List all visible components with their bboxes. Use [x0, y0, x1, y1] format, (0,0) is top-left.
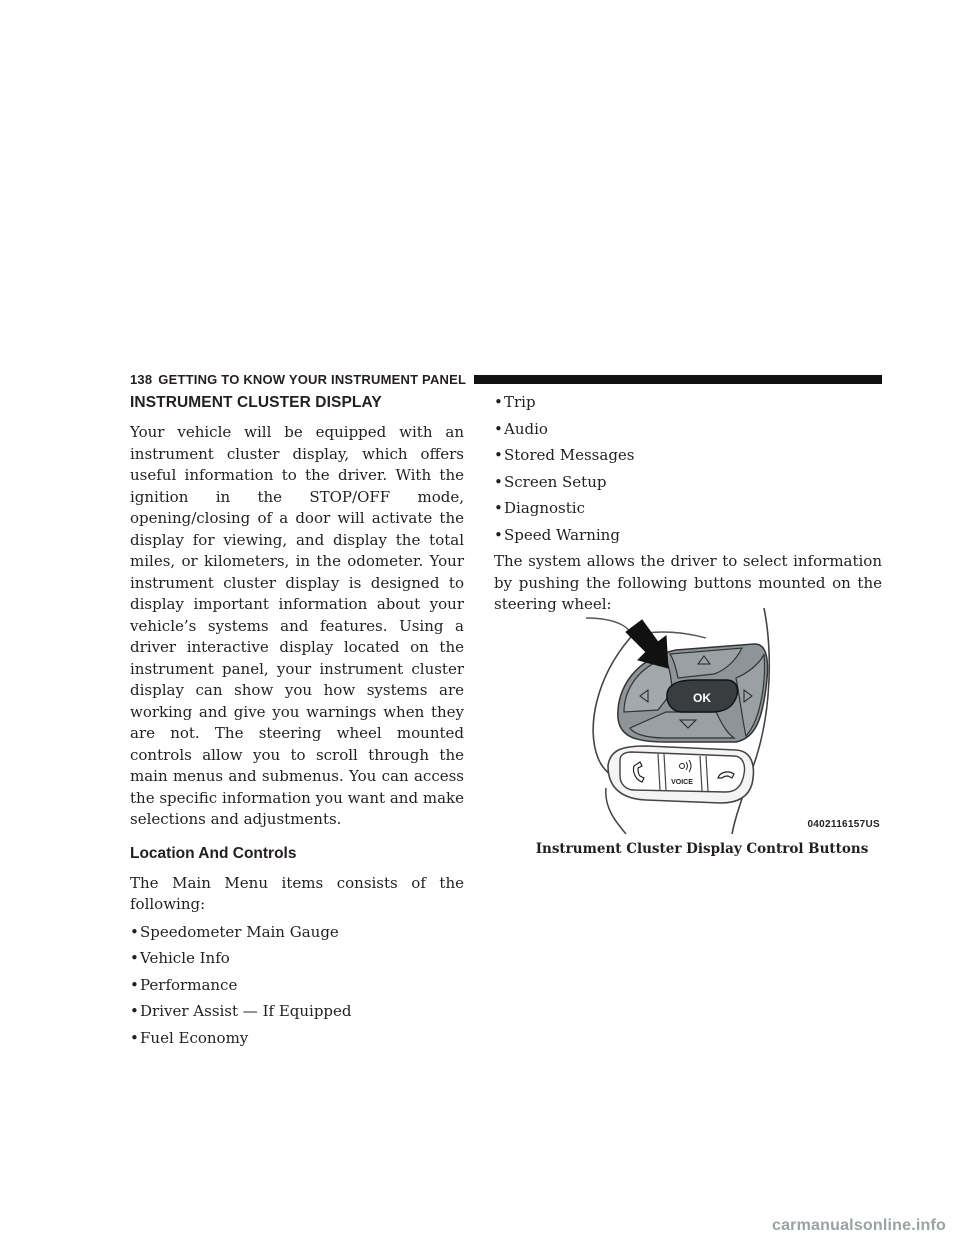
page-number: 138	[130, 371, 153, 387]
ok-button-label: OK	[693, 691, 711, 705]
list-item: • Speedometer Main Gauge	[130, 922, 464, 943]
list-item: • Audio	[494, 419, 882, 440]
subheading: Location And Controls	[130, 844, 297, 862]
list-item: • Trip	[494, 392, 882, 413]
intro-paragraph: Your vehicle will be equipped with an instrument cluster display, which offers useful information to the driver. With the ignition in the STOP/OFF mode, opening/closing of a door will activate the display for viewing, and display the total miles, or kilometers, in the odometer. Your instrument cluster display is designed to display important information about your vehicle’s systems and features. Using a driver interactive display located on the instrument panel, your instrument cluster display can show you how systems are working and give you warnings when they are not. The steering wheel mounted controls allow you to scroll through the main menus and submenus. You can access the specific information you want and make selections and adjustments.	[130, 423, 464, 828]
arrow-pointer-icon	[626, 620, 668, 668]
steering-controls-illustration	[586, 608, 882, 834]
figure-code: 0402116157US	[807, 819, 880, 830]
section-heading: INSTRUMENT CLUSTER DISPLAY	[130, 394, 382, 411]
page-header	[130, 372, 882, 386]
list-item: • Speed Warning	[494, 525, 882, 546]
menu-intro: The Main Menu items consists of the following:	[130, 873, 464, 913]
control-buttons-figure	[586, 608, 882, 834]
watermark[interactable]: carmanualsonline.info	[771, 1217, 946, 1234]
list-item: • Diagnostic	[494, 498, 882, 519]
list-item: • Stored Messages	[494, 445, 882, 466]
section-title: GETTING TO KNOW YOUR INSTRUMENT PANEL	[158, 371, 467, 387]
list-item: • Driver Assist — If Equipped	[130, 1001, 464, 1022]
right-column	[494, 392, 882, 622]
header-rule	[474, 375, 882, 384]
list-item: • Vehicle Info	[130, 948, 464, 969]
list-item: • Screen Setup	[494, 472, 882, 493]
page-footer	[0, 1210, 960, 1242]
list-item: • Performance	[130, 975, 464, 996]
left-column	[130, 392, 464, 1054]
buttons-paragraph: The system allows the driver to select information by pushing the following buttons mounted on the steering wheel:	[494, 552, 882, 613]
list-item: • Fuel Economy	[130, 1028, 464, 1049]
figure-caption: Instrument Cluster Display Control Buttons	[535, 841, 869, 857]
main-menu-list-continued	[494, 392, 882, 546]
main-menu-list	[130, 922, 464, 1049]
wheel-outline	[586, 618, 631, 638]
voice-label: VOICE	[671, 779, 693, 786]
